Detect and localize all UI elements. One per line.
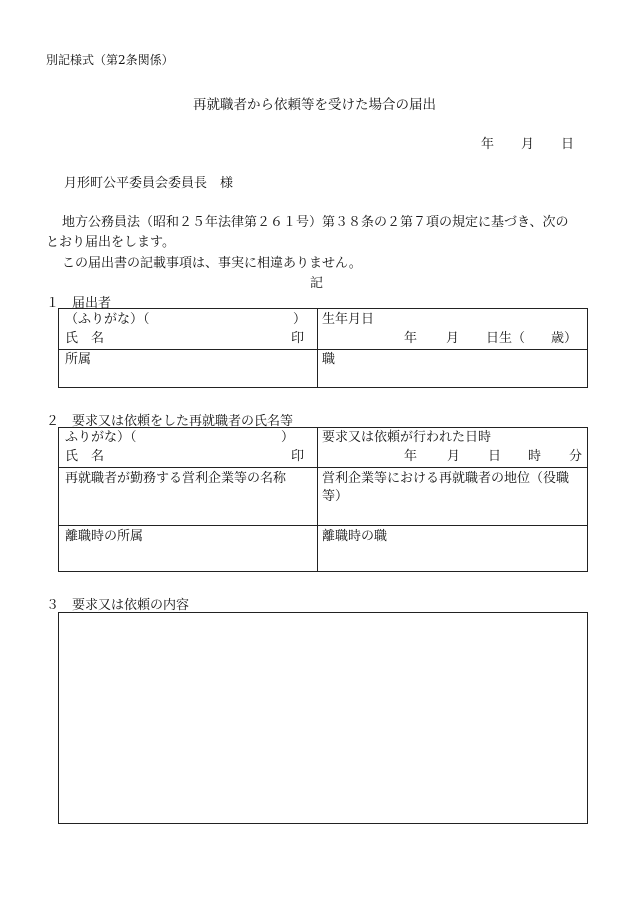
s2-request-date-label: 要求又は依頼が行われた日時 xyxy=(322,430,492,445)
section3-content-box xyxy=(58,612,588,824)
section1-table xyxy=(58,308,588,388)
s2-furigana-label: ふりがな）（ xyxy=(65,430,137,445)
s2-furigana-close: ） xyxy=(281,430,295,445)
section1-row-divider xyxy=(59,349,587,350)
intro-line-1: 地方公務員法（昭和２５年法律第２６１号）第３８条の２第７項の規定に基づき、次の xyxy=(62,215,569,230)
s2-dt-day: 日 xyxy=(488,449,502,464)
section2-heading: ２ 要求又は依頼をした再就職者の氏名等 xyxy=(46,414,294,429)
s1-birth-label: 生年月日 xyxy=(322,312,375,327)
s2-status-label-2: 等） xyxy=(322,489,349,504)
page-title: 再就職者から依頼等を受けた場合の届出 xyxy=(193,97,436,113)
section3-heading: ３ 要求又は依頼の内容 xyxy=(46,598,190,613)
addressee: 月形町公平委員会委員長 様 xyxy=(64,176,234,191)
s2-former-affiliation-label: 離職時の所属 xyxy=(65,529,144,544)
form-label: 別記様式（第2条関係） xyxy=(46,53,174,67)
s2-dt-month: 月 xyxy=(447,449,461,464)
date-day: 日 xyxy=(561,137,575,152)
section2-table xyxy=(58,427,588,572)
section2-col-divider xyxy=(317,428,318,571)
s1-birth-day: 日生（ xyxy=(486,331,526,346)
date-month: 月 xyxy=(521,137,535,152)
s1-position-label: 職 xyxy=(322,352,336,367)
s2-seal: 印 xyxy=(291,449,305,464)
s1-affiliation-label: 所属 xyxy=(65,352,92,367)
ki-mark: 記 xyxy=(310,276,324,291)
intro-line-2: とおり届出をします。 xyxy=(46,235,175,250)
s1-furigana-label: （ふりがな）（ xyxy=(65,312,150,327)
intro-line-3: この届出書の記載事項は、事実に相違ありません。 xyxy=(62,256,362,271)
s2-dt-year: 年 xyxy=(404,449,418,464)
s2-dt-minute: 分 xyxy=(569,449,583,464)
section2-row-divider-2 xyxy=(59,525,587,526)
s2-dt-hour: 時 xyxy=(528,449,542,464)
s1-furigana-close: ） xyxy=(293,312,307,327)
s2-status-label-1: 営利企業等における再就職者の地位（役職 xyxy=(322,471,570,486)
s1-seal: 印 xyxy=(291,331,305,346)
s2-company-label: 再就職者が勤務する営利企業等の名称 xyxy=(65,471,287,486)
s1-birth-year: 年 xyxy=(404,331,418,346)
section1-heading: １ 届出者 xyxy=(46,296,112,311)
s2-former-position-label: 離職時の職 xyxy=(322,529,388,544)
s2-name-label: 氏 名 xyxy=(65,449,105,464)
section1-col-divider xyxy=(317,309,318,387)
section2-row-divider-1 xyxy=(59,467,587,468)
s1-birth-month: 月 xyxy=(446,331,460,346)
s1-name-label: 氏 名 xyxy=(65,331,105,346)
date-year: 年 xyxy=(481,137,495,152)
s1-age: 歳） xyxy=(551,331,578,346)
